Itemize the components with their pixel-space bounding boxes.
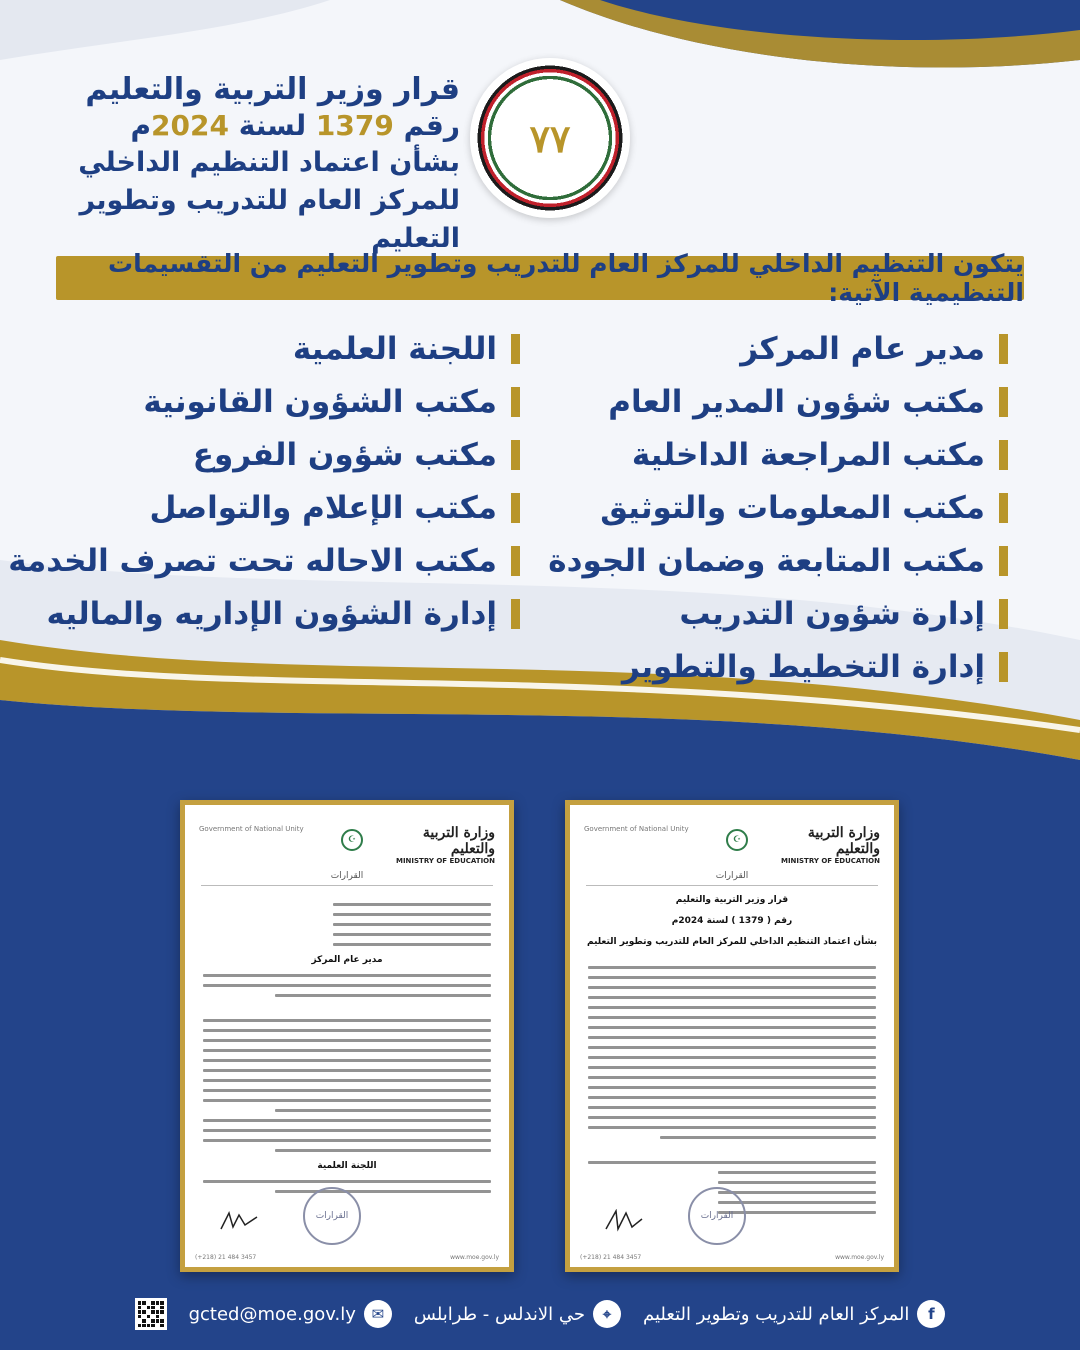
doc-heading: مدير عام المركز (311, 955, 383, 965)
division-item (538, 587, 1008, 640)
libya-emblem-icon: ☪ (726, 829, 748, 851)
title-line-2 (40, 108, 460, 144)
envelope-icon: ✉ (364, 1300, 392, 1328)
division-item (538, 481, 1008, 534)
doc-ministry (780, 825, 880, 865)
division-label: مكتب شؤون الفروع (192, 436, 497, 473)
doc-section-label: القرارات (586, 871, 878, 886)
bullet-bar (999, 440, 1008, 470)
division-label: اللجنة العلمية (292, 330, 497, 367)
division-label: مكتب الإعلام والتواصل (149, 489, 497, 526)
header-title (40, 72, 460, 258)
facebook-icon: f (917, 1300, 945, 1328)
center-logo-mark: ٧٧ (529, 115, 571, 161)
title-mid: لسنة (238, 109, 307, 142)
decision-document-page-2 (180, 800, 514, 1272)
doc-footer: (+218) 21 484 3457 www.moe.gov.ly (195, 1254, 499, 1261)
qr-code-icon[interactable] (135, 1298, 167, 1330)
division-label: مكتب الشؤون القانونية (143, 383, 497, 420)
doc-body (570, 949, 894, 1231)
bullet-bar (511, 334, 520, 364)
division-label: مكتب المراجعة الداخلية (631, 436, 985, 473)
official-stamp-icon: القرارات (303, 1187, 361, 1245)
division-item (538, 428, 1008, 481)
doc-ministry-ar: وزارة التربية والتعليم (807, 825, 880, 857)
decision-document-page-1 (565, 800, 899, 1272)
doc-footer: (+218) 21 484 3457 www.moe.gov.ly (580, 1254, 884, 1261)
bullet-bar (511, 440, 520, 470)
doc-title-line-3: بشأن اعتماد التنظيم الداخلي للمركز العام للتدريب وتطوير التعليم (587, 937, 877, 947)
division-label: إدارة شؤون التدريب (679, 595, 985, 632)
division-item (538, 640, 1008, 693)
division-item (50, 375, 520, 428)
division-item (538, 534, 1008, 587)
division-label: مكتب المعلومات والتوثيق (600, 489, 985, 526)
title-line-1: قرار وزير التربية والتعليم (85, 72, 460, 107)
footer-email[interactable] (189, 1300, 392, 1328)
doc-body (185, 886, 509, 1210)
bullet-bar (511, 546, 520, 576)
bullet-bar (999, 546, 1008, 576)
footer-address-text: حي الاندلس - طرابلس (413, 1303, 586, 1325)
doc-ministry (395, 825, 495, 865)
doc-government-label: Government of National Unity (584, 825, 689, 833)
doc-title-line-2: رقم ( 1379 ) لسنة 2024م (671, 916, 793, 926)
footer-facebook[interactable] (643, 1300, 945, 1328)
division-item (50, 481, 520, 534)
footer-email-text: gcted@moe.gov.ly (188, 1303, 356, 1325)
doc-heading-2: اللجنة العلمية (317, 1161, 377, 1171)
doc-ministry-en: MINISTRY OF EDUCATION (780, 857, 880, 865)
division-item (538, 375, 1008, 428)
doc-section-label: القرارات (201, 871, 493, 886)
doc-ministry-ar: وزارة التربية والتعليم (422, 825, 495, 857)
official-stamp-icon: القرارات (688, 1187, 746, 1245)
bullet-bar (511, 387, 520, 417)
doc-letterhead (185, 805, 509, 865)
division-label: إدارة التخطيط والتطوير (622, 648, 985, 685)
footer-bar (0, 1290, 1080, 1338)
divisions-right-column (538, 322, 1008, 693)
decision-year: 2024 (151, 109, 229, 142)
doc-government-label: Government of National Unity (199, 825, 304, 833)
doc-title-line-1: قرار وزير التربية والتعليم (675, 895, 789, 905)
title-line-3: بشأن اعتماد التنظيم الداخلي (78, 147, 460, 178)
doc-ministry-en: MINISTRY OF EDUCATION (395, 857, 495, 865)
bullet-bar (511, 599, 520, 629)
bullet-bar (999, 493, 1008, 523)
title-line-4: للمركز العام للتدريب وتطوير التعليم (79, 185, 460, 254)
division-label: مكتب شؤون المدير العام (608, 383, 985, 420)
footer-center-name: المركز العام للتدريب وتطوير التعليم (643, 1303, 910, 1325)
libya-emblem-icon: ☪ (341, 829, 363, 851)
doc-letterhead (570, 805, 894, 865)
title-prefix: رقم (403, 109, 460, 142)
division-label: مكتب الاحاله تحت تصرف الخدمة (8, 542, 497, 579)
bullet-bar (999, 334, 1008, 364)
signature-icon (219, 1209, 259, 1233)
bullet-bar (999, 652, 1008, 682)
division-label: إدارة الشؤون الإداريه والماليه (46, 595, 497, 632)
bullet-bar (999, 599, 1008, 629)
section-banner: يتكون التنظيم الداخلي للمركز العام للتدريب وتطوير التعليم من التقسيمات التنظيمية الآتية: (56, 256, 1024, 300)
title-suffix: م (130, 109, 152, 142)
ministry-emblem-icon (470, 58, 630, 218)
decision-number: 1379 (315, 109, 394, 142)
division-item (46, 587, 520, 640)
division-item (50, 428, 520, 481)
division-item (538, 322, 1008, 375)
division-label: مكتب المتابعة وضمان الجودة (548, 542, 985, 579)
signature-icon (604, 1209, 644, 1233)
division-item (8, 534, 520, 587)
footer-address[interactable] (414, 1300, 621, 1328)
location-pin-icon: ⌖ (593, 1300, 621, 1328)
division-label: مدير عام المركز (740, 330, 985, 367)
division-item (50, 322, 520, 375)
bullet-bar (999, 387, 1008, 417)
bullet-bar (511, 493, 520, 523)
divisions-left-column (8, 322, 520, 640)
